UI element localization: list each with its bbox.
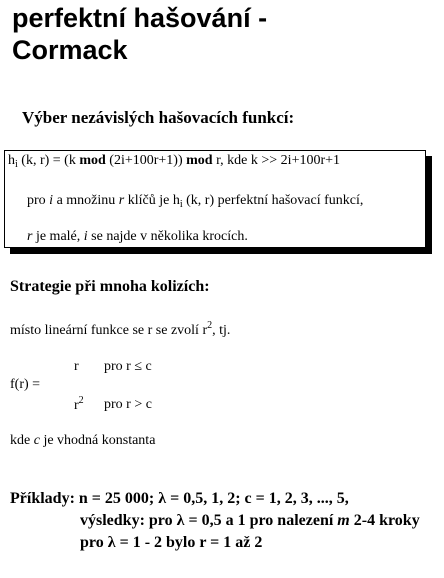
examples-line-3: pro λ = 1 - 2 bylo r = 1 až 2 <box>80 534 263 551</box>
piecewise-case2-value: $r^2$ <box>74 395 84 413</box>
title-line-2: Cormack <box>12 35 128 65</box>
piecewise-case1-value: r <box>74 359 79 374</box>
definition-box <box>4 150 426 248</box>
perfect-hash-condition: pro i a množinu r klíčů je $h_i$ (k, r) perfektní hašovací funkcí, <box>27 193 364 210</box>
hash-function-formula: $h_i$ (k, r) = (k mod (2i+100r+1)) mod r, kde k >> 2i+100r+1 <box>8 153 341 170</box>
page-title <box>12 2 267 66</box>
piecewise-case1-condition: pro r ≤ c <box>104 359 152 374</box>
title-line-1: perfektní hašování - <box>12 3 268 33</box>
section-heading-collisions: Strategie při mnoha kolizích: <box>10 278 210 295</box>
piecewise-case2-condition: pro r > c <box>104 397 152 412</box>
constant-note: kde c je vhodná konstanta <box>10 433 156 448</box>
quadratic-strategy-text: místo lineární funkce se r se zvolí $r^2$, tj. <box>10 320 231 338</box>
piecewise-lhs: f(r) = <box>10 377 41 392</box>
examples-line-1: Příklady: n = 25 000; λ = 0,5, 1, 2; c = 1, 2, 3, ..., 5, <box>10 490 349 507</box>
small-r-note: r je malé, i se najde v několika krocích. <box>27 229 248 244</box>
examples-line-2: výsledky: pro λ = 0,5 a 1 pro nalezení m 2-4 kroky <box>80 512 420 529</box>
section-heading-hash-functions: Výber nezávislých hašovacích funkcí: <box>22 108 295 127</box>
